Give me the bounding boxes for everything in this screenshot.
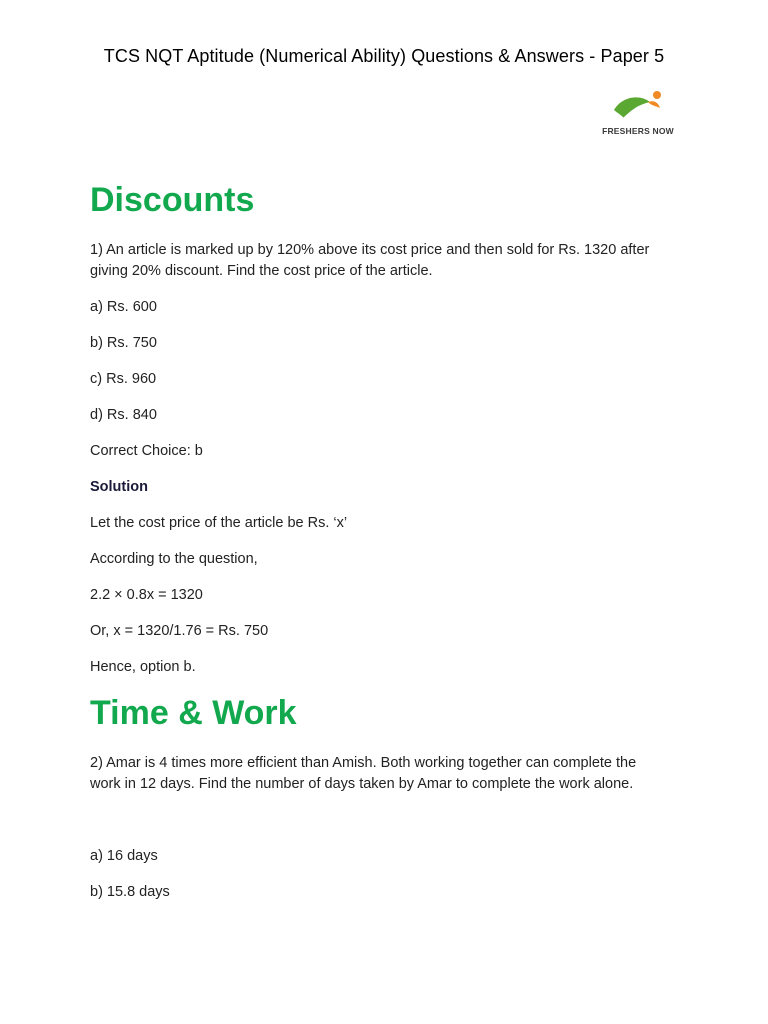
option-c: c) Rs. 960 xyxy=(90,371,157,387)
question-2-line-1: 2) Amar is 4 times more efficient than Amish. Both working together can complete the xyxy=(90,755,637,771)
option-b: b) Rs. 750 xyxy=(90,335,157,351)
solution-line-2: According to the question, xyxy=(90,551,258,567)
question-2-line-2: work in 12 days. Find the number of days taken by Amar to complete the work alone. xyxy=(90,776,634,792)
solution-line-4: Or, x = 1320/1.76 = Rs. 750 xyxy=(90,623,269,639)
question-1-line-1: 1) An article is marked up by 120% above its cost price and then sold for Rs. 1320 after xyxy=(90,242,650,258)
solution-line-3: 2.2 × 0.8x = 1320 xyxy=(90,587,203,603)
solution-label: Solution xyxy=(90,479,148,495)
option-a: a) Rs. 600 xyxy=(90,299,157,315)
correct-choice: Correct Choice: b xyxy=(90,443,203,459)
section-heading-discounts: Discounts xyxy=(90,181,255,219)
question-1-line-2: giving 20% discount. Find the cost price of the article. xyxy=(90,263,433,279)
freshers-now-logo xyxy=(600,88,676,150)
solution-line-1: Let the cost price of the article be Rs. ‘x’ xyxy=(90,515,348,531)
option-d: d) Rs. 840 xyxy=(90,407,157,423)
section-heading-time-work: Time & Work xyxy=(90,694,297,732)
option-a: a) 16 days xyxy=(90,848,158,864)
solution-line-5: Hence, option b. xyxy=(90,659,196,675)
option-b: b) 15.8 days xyxy=(90,884,170,900)
logo-leaf-icon xyxy=(610,88,666,124)
page-header-title: TCS NQT Aptitude (Numerical Ability) Questions & Answers - Paper 5 xyxy=(103,46,665,66)
logo-text: FRESHERS NOW xyxy=(602,126,674,136)
